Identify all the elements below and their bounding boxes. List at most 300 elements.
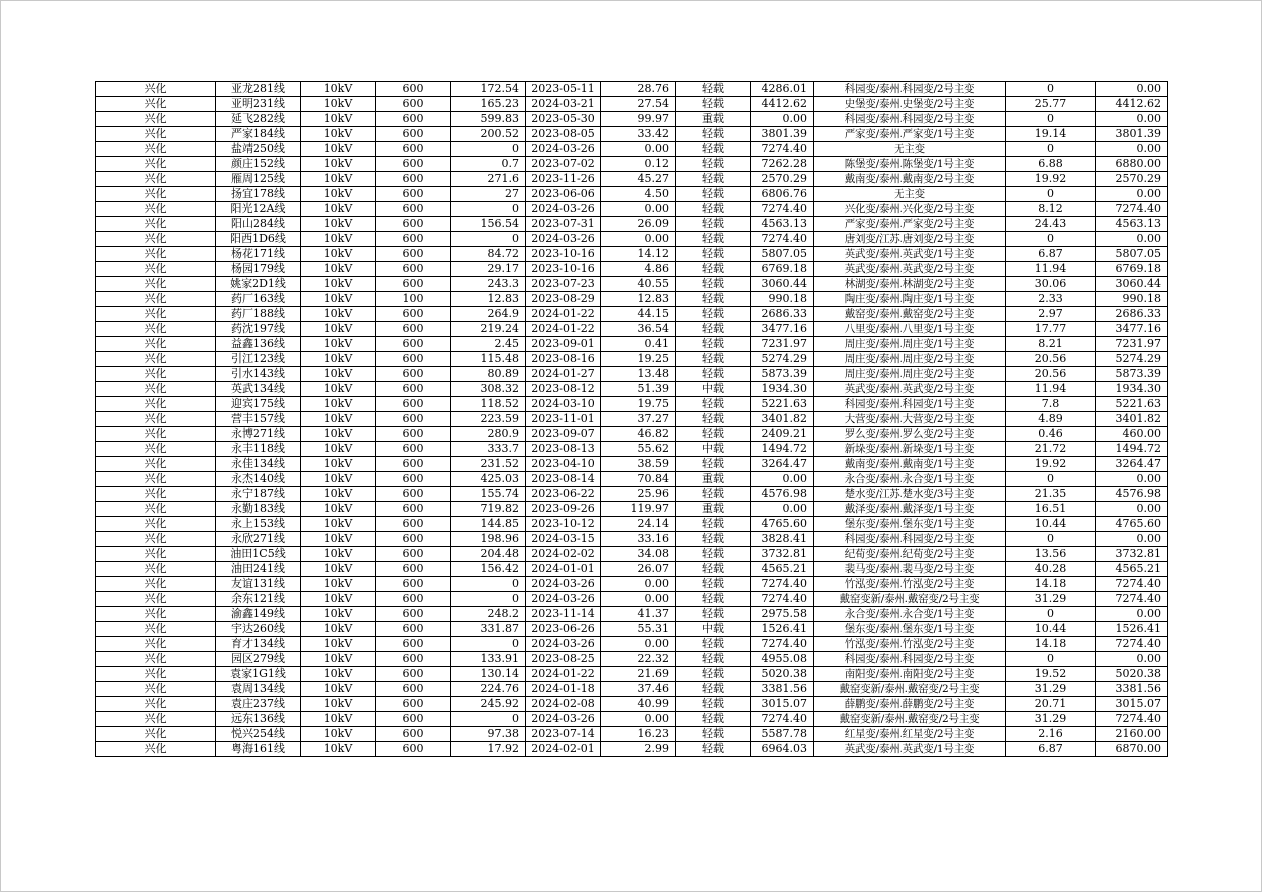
- region-cell: 兴化: [96, 547, 216, 562]
- date-cell: 2023-05-11: [526, 82, 601, 97]
- capacity-cell: 600: [376, 607, 451, 622]
- available-cell: 3060.44: [1096, 277, 1168, 292]
- transformer-rate-cell: 10.44: [1006, 517, 1096, 532]
- transformer-cell: 纪荀变/泰州.纪荀变/2号主变: [814, 547, 1006, 562]
- table-row: [96, 547, 1168, 562]
- line-name-cell: 杨花171线: [216, 247, 301, 262]
- available-cell: 4765.60: [1096, 517, 1168, 532]
- table-row: [96, 142, 1168, 157]
- capacity-cell: 600: [376, 517, 451, 532]
- load-rate-cell: 0.00: [601, 577, 676, 592]
- load-rate-cell: 70.84: [601, 472, 676, 487]
- load-cell: 80.89: [451, 367, 526, 382]
- voltage-cell: 10kV: [301, 532, 376, 547]
- load-rate-cell: 0.41: [601, 337, 676, 352]
- line-name-cell: 严家184线: [216, 127, 301, 142]
- line-name-cell: 雁周125线: [216, 172, 301, 187]
- transformer-rate-cell: 0: [1006, 607, 1096, 622]
- margin-cell: 7262.28: [751, 157, 814, 172]
- load-rate-cell: 33.42: [601, 127, 676, 142]
- line-name-cell: 扬宜178线: [216, 187, 301, 202]
- margin-cell: 5221.63: [751, 397, 814, 412]
- load-rate-cell: 0.00: [601, 202, 676, 217]
- date-cell: 2024-03-21: [526, 97, 601, 112]
- load-status-cell: 重载: [676, 472, 751, 487]
- available-cell: 0.00: [1096, 142, 1168, 157]
- region-cell: 兴化: [96, 202, 216, 217]
- table-row: [96, 337, 1168, 352]
- load-rate-cell: 12.83: [601, 292, 676, 307]
- available-cell: 5873.39: [1096, 367, 1168, 382]
- table-row: [96, 277, 1168, 292]
- region-cell: 兴化: [96, 367, 216, 382]
- table-row: [96, 667, 1168, 682]
- transformer-cell: 英武变/泰州.英武变/2号主变: [814, 382, 1006, 397]
- load-rate-cell: 28.76: [601, 82, 676, 97]
- transformer-cell: 永合变/泰州.永合变/1号主变: [814, 607, 1006, 622]
- capacity-cell: 600: [376, 742, 451, 757]
- load-rate-cell: 34.08: [601, 547, 676, 562]
- voltage-cell: 10kV: [301, 292, 376, 307]
- load-rate-cell: 4.86: [601, 262, 676, 277]
- capacity-cell: 600: [376, 127, 451, 142]
- region-cell: 兴化: [96, 157, 216, 172]
- table-row: [96, 592, 1168, 607]
- capacity-cell: 600: [376, 397, 451, 412]
- load-status-cell: 轻载: [676, 337, 751, 352]
- table-row: [96, 172, 1168, 187]
- load-status-cell: 轻载: [676, 517, 751, 532]
- region-cell: 兴化: [96, 502, 216, 517]
- margin-cell: 4955.08: [751, 652, 814, 667]
- voltage-cell: 10kV: [301, 382, 376, 397]
- capacity-cell: 600: [376, 502, 451, 517]
- transformer-cell: 无主变: [814, 187, 1006, 202]
- load-rate-cell: 0.00: [601, 712, 676, 727]
- transformer-cell: 戴窑变新/泰州.戴窑变/2号主变: [814, 592, 1006, 607]
- margin-cell: 3381.56: [751, 682, 814, 697]
- voltage-cell: 10kV: [301, 442, 376, 457]
- margin-cell: 3477.16: [751, 322, 814, 337]
- capacity-cell: 600: [376, 712, 451, 727]
- load-cell: 0: [451, 592, 526, 607]
- load-status-cell: 轻载: [676, 457, 751, 472]
- transformer-rate-cell: 4.89: [1006, 412, 1096, 427]
- load-cell: 0: [451, 202, 526, 217]
- voltage-cell: 10kV: [301, 322, 376, 337]
- load-status-cell: 轻载: [676, 682, 751, 697]
- load-status-cell: 轻载: [676, 562, 751, 577]
- region-cell: 兴化: [96, 277, 216, 292]
- voltage-cell: 10kV: [301, 472, 376, 487]
- load-status-cell: 重载: [676, 112, 751, 127]
- load-status-cell: 轻载: [676, 202, 751, 217]
- voltage-cell: 10kV: [301, 97, 376, 112]
- line-name-cell: 永博271线: [216, 427, 301, 442]
- load-cell: 204.48: [451, 547, 526, 562]
- available-cell: 7274.40: [1096, 577, 1168, 592]
- available-cell: 4565.21: [1096, 562, 1168, 577]
- voltage-cell: 10kV: [301, 277, 376, 292]
- date-cell: 2024-01-22: [526, 307, 601, 322]
- transformer-rate-cell: 0.46: [1006, 427, 1096, 442]
- date-cell: 2024-01-27: [526, 367, 601, 382]
- voltage-cell: 10kV: [301, 202, 376, 217]
- load-cell: 243.3: [451, 277, 526, 292]
- available-cell: 2160.00: [1096, 727, 1168, 742]
- load-cell: 84.72: [451, 247, 526, 262]
- line-name-cell: 益鑫136线: [216, 337, 301, 352]
- transformer-rate-cell: 2.97: [1006, 307, 1096, 322]
- voltage-cell: 10kV: [301, 457, 376, 472]
- voltage-cell: 10kV: [301, 247, 376, 262]
- capacity-cell: 600: [376, 412, 451, 427]
- line-name-cell: 引江123线: [216, 352, 301, 367]
- region-cell: 兴化: [96, 112, 216, 127]
- line-name-cell: 营丰157线: [216, 412, 301, 427]
- line-name-cell: 阳光12A线: [216, 202, 301, 217]
- transformer-rate-cell: 19.52: [1006, 667, 1096, 682]
- table-row: [96, 637, 1168, 652]
- transformer-cell: 楚水变/江苏.楚水变/3号主变: [814, 487, 1006, 502]
- load-status-cell: 轻载: [676, 322, 751, 337]
- table-row: [96, 247, 1168, 262]
- load-status-cell: 轻载: [676, 82, 751, 97]
- margin-cell: 7274.40: [751, 577, 814, 592]
- date-cell: 2024-03-26: [526, 232, 601, 247]
- transformer-cell: 陈堡变/泰州.陈堡变/1号主变: [814, 157, 1006, 172]
- date-cell: 2023-08-14: [526, 472, 601, 487]
- line-name-cell: 阳山284线: [216, 217, 301, 232]
- transformer-rate-cell: 20.56: [1006, 367, 1096, 382]
- load-status-cell: 轻载: [676, 667, 751, 682]
- table-row: [96, 427, 1168, 442]
- transformer-cell: 红星变/泰州.红星变/2号主变: [814, 727, 1006, 742]
- table-row: [96, 712, 1168, 727]
- load-rate-cell: 22.32: [601, 652, 676, 667]
- load-status-cell: 重载: [676, 502, 751, 517]
- transformer-rate-cell: 30.06: [1006, 277, 1096, 292]
- date-cell: 2023-06-06: [526, 187, 601, 202]
- capacity-cell: 600: [376, 637, 451, 652]
- load-rate-cell: 38.59: [601, 457, 676, 472]
- margin-cell: 3401.82: [751, 412, 814, 427]
- line-name-cell: 永勤183线: [216, 502, 301, 517]
- capacity-cell: 600: [376, 262, 451, 277]
- date-cell: 2023-08-13: [526, 442, 601, 457]
- capacity-cell: 600: [376, 532, 451, 547]
- region-cell: 兴化: [96, 217, 216, 232]
- margin-cell: 0.00: [751, 472, 814, 487]
- line-name-cell: 盐靖250线: [216, 142, 301, 157]
- load-rate-cell: 19.75: [601, 397, 676, 412]
- transformer-cell: 英武变/泰州.英武变/2号主变: [814, 262, 1006, 277]
- line-name-cell: 远东136线: [216, 712, 301, 727]
- transformer-rate-cell: 11.94: [1006, 262, 1096, 277]
- transformer-rate-cell: 0: [1006, 142, 1096, 157]
- table-row: [96, 442, 1168, 457]
- available-cell: 0.00: [1096, 82, 1168, 97]
- transformer-rate-cell: 0: [1006, 187, 1096, 202]
- load-status-cell: 中载: [676, 382, 751, 397]
- date-cell: 2024-02-01: [526, 742, 601, 757]
- line-name-cell: 颜庄152线: [216, 157, 301, 172]
- table-row: [96, 562, 1168, 577]
- table-row: [96, 652, 1168, 667]
- voltage-cell: 10kV: [301, 562, 376, 577]
- available-cell: 3015.07: [1096, 697, 1168, 712]
- available-cell: 990.18: [1096, 292, 1168, 307]
- voltage-cell: 10kV: [301, 607, 376, 622]
- table-row: [96, 457, 1168, 472]
- transformer-cell: 戴南变/泰州.戴南变/2号主变: [814, 172, 1006, 187]
- load-status-cell: 轻载: [676, 127, 751, 142]
- load-status-cell: 轻载: [676, 217, 751, 232]
- capacity-cell: 600: [376, 592, 451, 607]
- table-row: [96, 187, 1168, 202]
- line-name-cell: 永欣271线: [216, 532, 301, 547]
- transformer-rate-cell: 13.56: [1006, 547, 1096, 562]
- line-name-cell: 迎宾175线: [216, 397, 301, 412]
- available-cell: 3264.47: [1096, 457, 1168, 472]
- voltage-cell: 10kV: [301, 742, 376, 757]
- load-status-cell: 轻载: [676, 727, 751, 742]
- date-cell: 2023-09-07: [526, 427, 601, 442]
- transformer-rate-cell: 21.35: [1006, 487, 1096, 502]
- region-cell: 兴化: [96, 712, 216, 727]
- region-cell: 兴化: [96, 127, 216, 142]
- available-cell: 1526.41: [1096, 622, 1168, 637]
- region-cell: 兴化: [96, 607, 216, 622]
- region-cell: 兴化: [96, 412, 216, 427]
- capacity-cell: 600: [376, 142, 451, 157]
- date-cell: 2023-10-16: [526, 262, 601, 277]
- transformer-rate-cell: 2.16: [1006, 727, 1096, 742]
- load-rate-cell: 26.07: [601, 562, 676, 577]
- load-status-cell: 轻载: [676, 247, 751, 262]
- margin-cell: 1526.41: [751, 622, 814, 637]
- date-cell: 2023-04-10: [526, 457, 601, 472]
- load-cell: 0: [451, 142, 526, 157]
- available-cell: 6769.18: [1096, 262, 1168, 277]
- line-name-cell: 英武134线: [216, 382, 301, 397]
- margin-cell: 1494.72: [751, 442, 814, 457]
- voltage-cell: 10kV: [301, 337, 376, 352]
- transformer-rate-cell: 11.94: [1006, 382, 1096, 397]
- table-row: [96, 82, 1168, 97]
- transformer-rate-cell: 7.8: [1006, 397, 1096, 412]
- capacity-cell: 600: [376, 547, 451, 562]
- available-cell: 7274.40: [1096, 712, 1168, 727]
- table-row: [96, 487, 1168, 502]
- transformer-cell: 罗么变/泰州.罗么变/2号主变: [814, 427, 1006, 442]
- voltage-cell: 10kV: [301, 697, 376, 712]
- transformer-rate-cell: 19.92: [1006, 172, 1096, 187]
- margin-cell: 7274.40: [751, 712, 814, 727]
- capacity-cell: 600: [376, 82, 451, 97]
- transformer-cell: 英武变/泰州.英武变/1号主变: [814, 247, 1006, 262]
- line-name-cell: 引水143线: [216, 367, 301, 382]
- voltage-cell: 10kV: [301, 427, 376, 442]
- region-cell: 兴化: [96, 187, 216, 202]
- voltage-cell: 10kV: [301, 157, 376, 172]
- date-cell: 2024-03-10: [526, 397, 601, 412]
- load-status-cell: 轻载: [676, 97, 751, 112]
- load-cell: 155.74: [451, 487, 526, 502]
- load-status-cell: 轻载: [676, 367, 751, 382]
- transformer-rate-cell: 14.18: [1006, 577, 1096, 592]
- load-rate-cell: 27.54: [601, 97, 676, 112]
- line-name-cell: 油田241线: [216, 562, 301, 577]
- available-cell: 6870.00: [1096, 742, 1168, 757]
- load-rate-cell: 26.09: [601, 217, 676, 232]
- load-rate-cell: 45.27: [601, 172, 676, 187]
- available-cell: 0.00: [1096, 502, 1168, 517]
- margin-cell: 2570.29: [751, 172, 814, 187]
- load-status-cell: 轻载: [676, 577, 751, 592]
- margin-cell: 7274.40: [751, 142, 814, 157]
- voltage-cell: 10kV: [301, 127, 376, 142]
- available-cell: 3732.81: [1096, 547, 1168, 562]
- voltage-cell: 10kV: [301, 112, 376, 127]
- load-rate-cell: 19.25: [601, 352, 676, 367]
- load-cell: 331.87: [451, 622, 526, 637]
- table-row: [96, 727, 1168, 742]
- transformer-cell: 新垛变/泰州.新垛变/1号主变: [814, 442, 1006, 457]
- load-cell: 0: [451, 637, 526, 652]
- capacity-cell: 600: [376, 562, 451, 577]
- capacity-cell: 600: [376, 202, 451, 217]
- voltage-cell: 10kV: [301, 502, 376, 517]
- load-rate-cell: 40.99: [601, 697, 676, 712]
- load-cell: 118.52: [451, 397, 526, 412]
- available-cell: 0.00: [1096, 187, 1168, 202]
- available-cell: 7274.40: [1096, 202, 1168, 217]
- load-rate-cell: 37.27: [601, 412, 676, 427]
- transformer-cell: 无主变: [814, 142, 1006, 157]
- capacity-cell: 600: [376, 277, 451, 292]
- voltage-cell: 10kV: [301, 637, 376, 652]
- table-row: [96, 517, 1168, 532]
- capacity-cell: 600: [376, 187, 451, 202]
- transformer-cell: 唐刘变/江苏.唐刘变/2号主变: [814, 232, 1006, 247]
- line-name-cell: 余东121线: [216, 592, 301, 607]
- capacity-cell: 600: [376, 337, 451, 352]
- load-cell: 308.32: [451, 382, 526, 397]
- available-cell: 1494.72: [1096, 442, 1168, 457]
- load-status-cell: 轻载: [676, 547, 751, 562]
- transformer-cell: 周庄变/泰州.周庄变/2号主变: [814, 367, 1006, 382]
- load-rate-cell: 51.39: [601, 382, 676, 397]
- load-cell: 144.85: [451, 517, 526, 532]
- table-row: [96, 682, 1168, 697]
- table-body: [96, 82, 1168, 757]
- load-cell: 115.48: [451, 352, 526, 367]
- table-row: [96, 112, 1168, 127]
- transformer-rate-cell: 19.92: [1006, 457, 1096, 472]
- capacity-cell: 600: [376, 427, 451, 442]
- load-status-cell: 轻载: [676, 187, 751, 202]
- load-rate-cell: 40.55: [601, 277, 676, 292]
- load-cell: 29.17: [451, 262, 526, 277]
- date-cell: 2024-01-01: [526, 562, 601, 577]
- margin-cell: 3264.47: [751, 457, 814, 472]
- region-cell: 兴化: [96, 667, 216, 682]
- available-cell: 3381.56: [1096, 682, 1168, 697]
- region-cell: 兴化: [96, 292, 216, 307]
- table-row: [96, 262, 1168, 277]
- load-rate-cell: 0.00: [601, 142, 676, 157]
- transformer-rate-cell: 25.77: [1006, 97, 1096, 112]
- load-status-cell: 轻载: [676, 277, 751, 292]
- load-cell: 271.6: [451, 172, 526, 187]
- date-cell: 2023-05-30: [526, 112, 601, 127]
- load-rate-cell: 37.46: [601, 682, 676, 697]
- capacity-cell: 600: [376, 697, 451, 712]
- load-status-cell: 轻载: [676, 232, 751, 247]
- load-status-cell: 轻载: [676, 157, 751, 172]
- voltage-cell: 10kV: [301, 172, 376, 187]
- line-name-cell: 油田1C5线: [216, 547, 301, 562]
- transformer-rate-cell: 0: [1006, 652, 1096, 667]
- transformer-cell: 严家变/泰州.严家变/1号主变: [814, 127, 1006, 142]
- date-cell: 2023-11-01: [526, 412, 601, 427]
- margin-cell: 4412.62: [751, 97, 814, 112]
- region-cell: 兴化: [96, 442, 216, 457]
- date-cell: 2024-03-26: [526, 637, 601, 652]
- margin-cell: 0.00: [751, 502, 814, 517]
- load-rate-cell: 0.12: [601, 157, 676, 172]
- region-cell: 兴化: [96, 682, 216, 697]
- table-row: [96, 382, 1168, 397]
- available-cell: 0.00: [1096, 532, 1168, 547]
- transformer-cell: 兴化变/泰州.兴化变/2号主变: [814, 202, 1006, 217]
- available-cell: 0.00: [1096, 607, 1168, 622]
- margin-cell: 4563.13: [751, 217, 814, 232]
- line-name-cell: 永宁187线: [216, 487, 301, 502]
- transformer-cell: 戴窑变/泰州.戴窑变/2号主变: [814, 307, 1006, 322]
- transformer-cell: 周庄变/泰州.周庄变/1号主变: [814, 337, 1006, 352]
- transformer-rate-cell: 0: [1006, 472, 1096, 487]
- capacity-cell: 600: [376, 727, 451, 742]
- capacity-cell: 600: [376, 217, 451, 232]
- date-cell: 2023-10-16: [526, 247, 601, 262]
- capacity-cell: 600: [376, 112, 451, 127]
- capacity-cell: 600: [376, 472, 451, 487]
- margin-cell: 4565.21: [751, 562, 814, 577]
- date-cell: 2023-06-22: [526, 487, 601, 502]
- margin-cell: 7274.40: [751, 637, 814, 652]
- load-rate-cell: 21.69: [601, 667, 676, 682]
- line-name-cell: 育才134线: [216, 637, 301, 652]
- date-cell: 2024-03-15: [526, 532, 601, 547]
- available-cell: 4563.13: [1096, 217, 1168, 232]
- transformer-cell: 堡东变/泰州.堡东变/1号主变: [814, 622, 1006, 637]
- load-cell: 0: [451, 712, 526, 727]
- region-cell: 兴化: [96, 727, 216, 742]
- capacity-cell: 600: [376, 652, 451, 667]
- region-cell: 兴化: [96, 652, 216, 667]
- transformer-rate-cell: 19.14: [1006, 127, 1096, 142]
- margin-cell: 3732.81: [751, 547, 814, 562]
- table-row: [96, 577, 1168, 592]
- margin-cell: 5274.29: [751, 352, 814, 367]
- region-cell: 兴化: [96, 397, 216, 412]
- load-cell: 27: [451, 187, 526, 202]
- transformer-cell: 永合变/泰州.永合变/1号主变: [814, 472, 1006, 487]
- region-cell: 兴化: [96, 172, 216, 187]
- region-cell: 兴化: [96, 352, 216, 367]
